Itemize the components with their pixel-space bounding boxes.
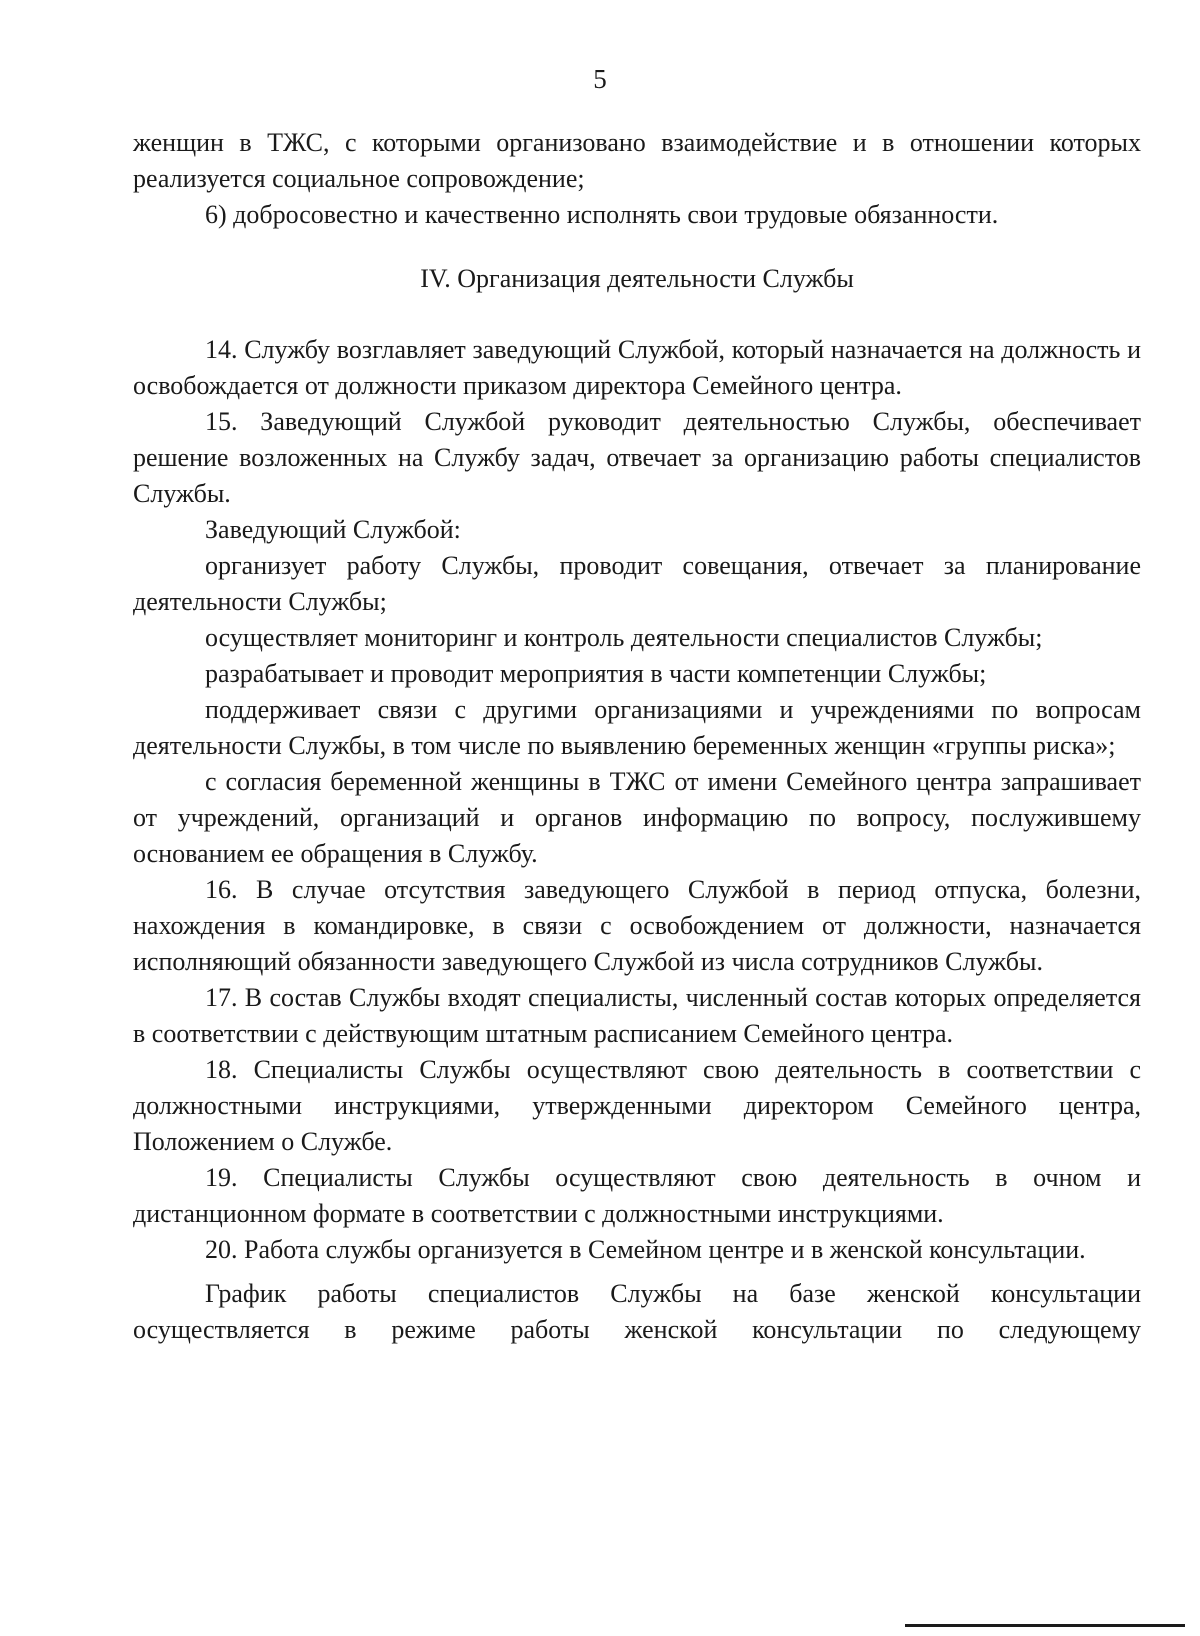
- paragraph-schedule: График работы специалистов Службы на базе женской консультации осуществляется в режиме работы женской консультации по следующему: [133, 1279, 1141, 1344]
- paragraph-item-6: 6) добросовестно и качественно исполнять свои трудовые обязанности.: [205, 200, 999, 229]
- paragraph-14: 14. Службу возглавляет заведующий Службой, который назначается на должность и освобождается от должности приказом директора Семейного центра.: [133, 335, 1141, 400]
- paragraph-19: 19. Специалисты Службы осуществляют свою деятельность в очном и дистанционном формате в соответствии с должностными инструкциями.: [133, 1163, 1141, 1228]
- document-body: [133, 125, 1141, 1348]
- paragraph-duty-relations: поддерживает связи с другими организациями и учреждениями по вопросам деятельности Службы, в том числе по выявлению беременных женщин «группы риска»;: [133, 695, 1141, 760]
- paragraph-duty-events: разрабатывает и проводит мероприятия в части компетенции Службы;: [205, 659, 987, 688]
- paragraph-duty-monitoring: осуществляет мониторинг и контроль деятельности специалистов Службы;: [205, 623, 1043, 652]
- paragraph-continuation: женщин в ТЖС, с которыми организовано взаимодействие и в отношении которых реализуется социальное сопровождение;: [133, 128, 1141, 193]
- paragraph-duty-organizes: организует работу Службы, проводит совещания, отвечает за планирование деятельности Службы;: [133, 551, 1141, 616]
- paragraph-15: 15. Заведующий Службой руководит деятельностью Службы, обеспечивает решение возложенных на Службу задач, отвечает за организацию работы специалистов Службы.: [133, 407, 1141, 508]
- paragraph-16: 16. В случае отсутствия заведующего Службой в период отпуска, болезни, нахождения в командировке, в связи с освобождением от должности, назначается исполняющий обязанности заведующего Службой из числа сотрудников Службы.: [133, 875, 1141, 976]
- page-number: 5: [593, 64, 607, 94]
- paragraph-duty-requests: с согласия беременной женщины в ТЖС от имени Семейного центра запрашивает от учреждений, организаций и органов информацию по вопросу, послужившему основанием ее обращения в Службу.: [133, 767, 1141, 868]
- paragraph-17: 17. В состав Службы входят специалисты, численный состав которых определяется в соответствии с действующим штатным расписанием Семейного центра.: [133, 983, 1141, 1048]
- footer-divider: [905, 1624, 1185, 1627]
- section-heading: IV. Организация деятельности Службы: [420, 264, 854, 293]
- paragraph-20: 20. Работа службы организуется в Семейном центре и в женской консультации.: [205, 1235, 1086, 1264]
- paragraph-18: 18. Специалисты Службы осуществляют свою деятельность в соответствии с должностными инструкциями, утвержденными директором Семейного центра, Положением о Службе.: [133, 1055, 1141, 1156]
- paragraph-head-duties-intro: Заведующий Службой:: [205, 515, 461, 544]
